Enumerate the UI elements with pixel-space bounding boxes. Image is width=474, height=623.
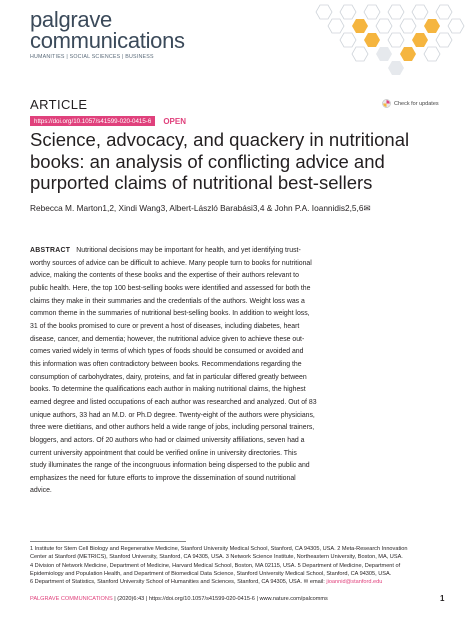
footer-journal-name: PALGRAVE COMMUNICATIONS (30, 596, 113, 602)
corresponding-email-link[interactable]: jioannid@stanford.edu (326, 579, 383, 586)
journal-name-line1: palgrave (30, 7, 112, 32)
affiliations (30, 545, 444, 586)
check-for-updates-icon (382, 99, 391, 108)
footnote-divider (30, 541, 186, 542)
author-list: Rebecca M. Marton1,2, Xindi Wang3, Albert-László Barabási3,4 & John P.A. Ioannidis2,5,6✉ (30, 203, 371, 213)
abstract (30, 245, 442, 498)
abstract-label: ABSTRACT (30, 247, 71, 254)
page-number: 1 (440, 594, 445, 603)
article-type-label: ARTICLE (30, 97, 88, 112)
doi-link[interactable]: https://doi.org/10.1057/s41599-020-0415-6 (30, 116, 155, 126)
journal-name-line2: communications (30, 28, 185, 53)
hexagon-pattern-icon (300, 0, 474, 75)
open-access-label: OPEN (163, 116, 186, 126)
journal-masthead (30, 7, 200, 60)
article-title: Science, advocacy, and quackery in nutritional books: an analysis of conflicting advice and purported claims of nutritional best-sellers (30, 129, 410, 193)
abstract-text: Nutritional decisions may be important for health, and yet identifying trust- worthy sources of advice can be difficult to achieve. Many people turn to books for nutritional advice, making the contents of these books and the expertise of their authors relevant to public health. Here, the top 100 best-selling books were identified and assessed for both the claims they make in their summaries and the credentials of the authors. Weight loss was a common theme in the summaries of nutritional best-selling books. In addition to weight loss, 31 of the books promised to cure or prevent a host of diseases, including diabetes, heart disease, cancer, and dementia; however, the nutritional advice given to achieve these out- comes varied widely in terms of which types of foods should be consumed or avoided and this information was often contradictory between books. Recommendations regarding the consumption of carbohydrates, dairy, proteins, and fat in particular differed greatly between books. To determine the qualifications each author in making nutritional claims, the highest earned degree and listed occupations of each author was researched and analyzed. Out of 83 unique authors, 33 had an M.D. or Ph.D degree. Twenty-eight of the authors were physicians, three were dietitians, and other authors held a wide range of jobs, including personal trainers, bloggers, and actors. Of 20 authors who had or claimed university affiliations, seven had a current university appointment that could be verified online in university directories. This study illuminates the range of the incongruous information being dispersed to the public and emphasizes the need for future efforts to improve the dissemination of sound nutritional advice. (30, 247, 317, 495)
page-footer (30, 596, 444, 602)
journal-subtitle: HUMANITIES | SOCIAL SCIENCES | BUSINESS (30, 54, 154, 60)
doi-row (30, 116, 186, 126)
check-for-updates-button[interactable] (382, 99, 439, 108)
footer-citation: | (2020)6:43 | https://doi.org/10.1057/s41599-020-0415-6 | www.nature.com/palcomms (112, 596, 328, 602)
affiliations-text: 1 Institute for Stem Cell Biology and Regenerative Medicine, Stanford University Medical School, Stanford, CA 94305, USA. 2 Meta-Research Innovation Center at Stanford (METRICS), Stanford University, Stanford, CA 94305, USA. 3 Network Science Institute, Northeastern University, Boston, MA, USA. 4 Division of Network Medicine, Department of Medicine, Harvard Medical School, Boston, MA 02115, USA. 5 Department of Medicine, Department of Epidemiology and Population Health, and Department of Biomedical Data Science, Stanford University Medical School, Stanford, CA 94305, USA. 6 Department of Statistics, Stanford University School of Humanities and Sciences, Stanford, CA 94305, USA. (30, 546, 408, 586)
check-for-updates-label: Check for updates (394, 100, 439, 107)
email-prefix: ✉ email: (303, 579, 327, 586)
